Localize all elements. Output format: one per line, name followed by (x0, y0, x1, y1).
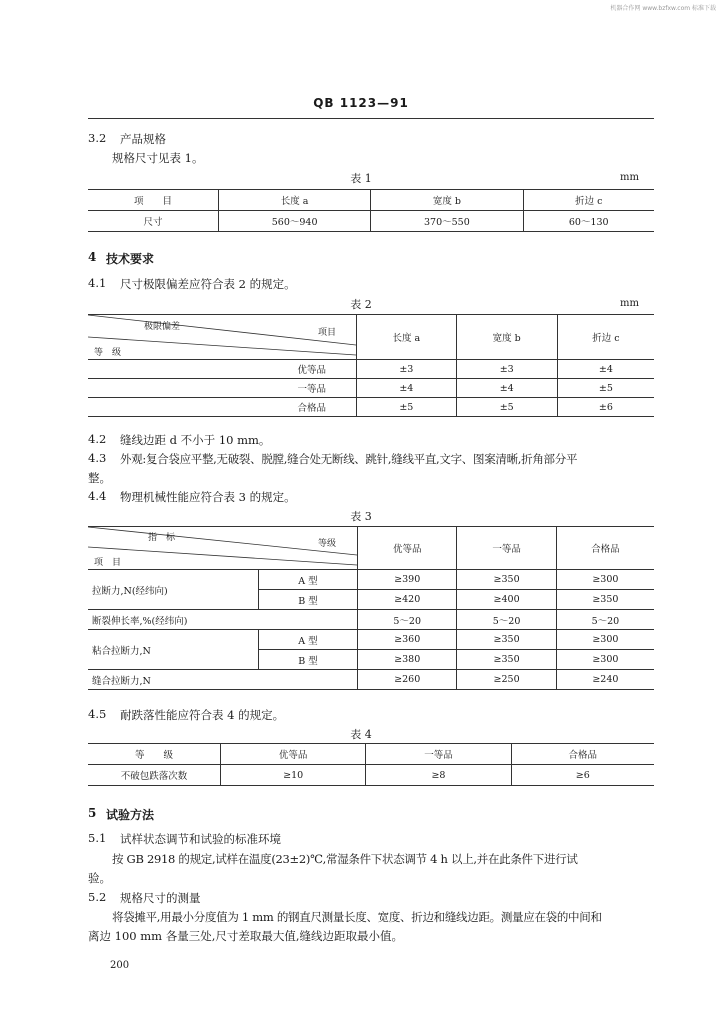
table-header-cell: 长度 a (357, 315, 457, 360)
table-cell: 缝合拉断力,N (88, 670, 358, 690)
table-header-cell: 宽度 b (371, 190, 523, 211)
table-cell: ≥350 (457, 650, 556, 670)
section-4-4-number: 4.4 (88, 489, 107, 503)
table-cell: ±4 (557, 360, 654, 379)
table-header-cell: 长度 a (219, 190, 371, 211)
table-header-cell: 宽度 b (456, 315, 557, 360)
table-cell: ≥10 (221, 765, 366, 786)
section-4-5-number: 4.5 (88, 707, 107, 721)
table-cell: B 型 (259, 590, 358, 610)
table-header-cell: 等 级 (88, 744, 221, 765)
table-cell: 不破包跌落次数 (88, 765, 221, 786)
table-cell: ≥250 (457, 670, 556, 690)
table-cell: ≥300 (556, 650, 654, 670)
table-header-cell: 优等品 (221, 744, 366, 765)
section-4-1-text: 尺寸极限偏差应符合表 2 的规定。 (120, 277, 296, 291)
section-4-title: 技术要求 (106, 252, 155, 266)
section-3-2-text: 规格尺寸见表 1。 (112, 151, 204, 165)
table-cell: 5～20 (358, 610, 457, 630)
table-cell: ≥390 (358, 570, 457, 590)
section-4-2-number: 4.2 (88, 432, 107, 446)
table-row (88, 630, 654, 650)
table-cell: 60～130 (523, 211, 654, 232)
section-4-3-line2: 整。 (88, 471, 111, 485)
table-cell: ≥350 (556, 590, 654, 610)
table-header-cell: 折边 c (523, 190, 654, 211)
table-cell: 5～20 (457, 610, 556, 630)
table-1 (88, 189, 654, 232)
section-4-number: 4 (88, 250, 97, 264)
table-cell: ±3 (357, 360, 457, 379)
table-3 (88, 526, 654, 690)
section-5-1-number: 5.1 (88, 831, 107, 845)
section-4-3-line1: 外观:复合袋应平整,无破裂、脱膛,缝合处无断线、跳针,缝线平直,文字、图案清晰,折角部分平 (120, 452, 578, 466)
diagonal-lines (88, 315, 356, 359)
table-cell: 尺寸 (88, 211, 219, 232)
table-cell: ≥400 (457, 590, 556, 610)
table-cell: 560～940 (219, 211, 371, 232)
table-cell: 一等品 (88, 379, 357, 398)
section-5-1-line1: 按 GB 2918 的规定,试样在温度(23±2)℃,常湿条件下状态调节 4 h 以上,并在此条件下进行试 (112, 852, 578, 866)
section-5-1-title: 试样状态调节和试验的标准环境 (120, 832, 281, 846)
table2-caption: 表 2 (350, 298, 372, 311)
table-row (88, 360, 654, 379)
standard-header: QB 1123—91 (313, 96, 409, 110)
table-header-cell: 优等品 (358, 527, 457, 570)
table-header-row (88, 190, 654, 211)
section-5-2-title: 规格尺寸的测量 (120, 891, 201, 905)
table-row (88, 670, 654, 690)
table-cell: ±4 (357, 379, 457, 398)
table-2 (88, 314, 654, 417)
table-diagonal-header (88, 527, 358, 570)
table-diagonal-header (88, 315, 357, 360)
table-row (88, 379, 654, 398)
table-header-cell: 合格品 (556, 527, 654, 570)
table-cell: ≥350 (457, 570, 556, 590)
page-number: 200 (110, 960, 130, 971)
table-cell: 370～550 (371, 211, 523, 232)
section-5-2-line1: 将袋摊平,用最小分度值为 1 mm 的钢直尺测量长度、宽度、折边和缝线边距。测量应在袋的中间和 (112, 910, 602, 924)
table-cell: ≥240 (556, 670, 654, 690)
section-4-4-text: 物理机械性能应符合表 3 的规定。 (120, 490, 296, 504)
table-header-row (88, 315, 654, 360)
table-cell: ±5 (456, 398, 557, 417)
table-cell: 优等品 (88, 360, 357, 379)
table-cell: 断裂伸长率,%(经纬向) (88, 610, 358, 630)
table-cell: ≥300 (556, 630, 654, 650)
diag-label: 极限偏差 (144, 322, 181, 332)
section-3-2-number: 3.2 (88, 131, 107, 145)
table-cell: 粘合拉断力,N (88, 630, 259, 670)
table-cell: ≥420 (358, 590, 457, 610)
section-5-2-line2: 离边 100 mm 各量三处,尺寸差取最大值,缝线边距取最小值。 (88, 929, 404, 943)
table-cell: ≥350 (457, 630, 556, 650)
section-4-2-text: 缝线边距 d 不小于 10 mm。 (120, 433, 271, 447)
table4-caption: 表 4 (350, 728, 372, 741)
table-cell: ≥8 (366, 765, 511, 786)
table-cell: 拉断力,N(经纬向) (88, 570, 259, 610)
table-header-cell: 一等品 (457, 527, 556, 570)
table-cell: ±3 (456, 360, 557, 379)
section-4-5-text: 耐跌落性能应符合表 4 的规定。 (120, 708, 285, 722)
section-4-1-number: 4.1 (88, 276, 107, 290)
table-cell: ≥380 (358, 650, 457, 670)
table-header-row (88, 744, 654, 765)
diag-label: 项目 (318, 328, 337, 338)
table-cell: B 型 (259, 650, 358, 670)
table-cell: ≥6 (511, 765, 654, 786)
table-row (88, 610, 654, 630)
section-5-number: 5 (88, 806, 97, 820)
table-cell: ±5 (357, 398, 457, 417)
table2-unit: mm (620, 298, 639, 309)
section-5-1-line2: 验。 (88, 871, 111, 885)
table-cell: A 型 (259, 570, 358, 590)
diag-label: 指 标 (148, 533, 176, 543)
table-4 (88, 743, 654, 786)
table-cell: ±4 (456, 379, 557, 398)
diag-label: 等 级 (94, 348, 122, 358)
table-header-cell: 项 目 (88, 190, 219, 211)
table-row (88, 765, 654, 786)
section-4-3-number: 4.3 (88, 451, 107, 465)
table-cell: ≥260 (358, 670, 457, 690)
watermark: 机器合作网 www.bzfxw.com 标准下载 (610, 5, 716, 12)
diag-label: 项 目 (94, 558, 122, 568)
diagonal-lines (88, 527, 357, 569)
table-cell: 5～20 (556, 610, 654, 630)
table-cell: ±5 (557, 379, 654, 398)
diag-label: 等级 (318, 539, 337, 549)
table1-unit: mm (620, 172, 639, 183)
table3-caption: 表 3 (350, 510, 372, 523)
table-row (88, 398, 654, 417)
section-3-2-title: 产品规格 (120, 132, 166, 146)
table-cell: ±6 (557, 398, 654, 417)
table-cell: ≥300 (556, 570, 654, 590)
table-cell: ≥360 (358, 630, 457, 650)
table-row (88, 211, 654, 232)
table-header-row (88, 527, 654, 570)
table-cell: 合格品 (88, 398, 357, 417)
table-cell: A 型 (259, 630, 358, 650)
section-5-title: 试验方法 (106, 808, 155, 822)
table-row (88, 570, 654, 590)
header-rule (88, 118, 654, 119)
section-5-2-number: 5.2 (88, 890, 107, 904)
table-header-cell: 合格品 (511, 744, 654, 765)
table-header-cell: 一等品 (366, 744, 511, 765)
table1-caption: 表 1 (350, 172, 372, 185)
table-header-cell: 折边 c (557, 315, 654, 360)
